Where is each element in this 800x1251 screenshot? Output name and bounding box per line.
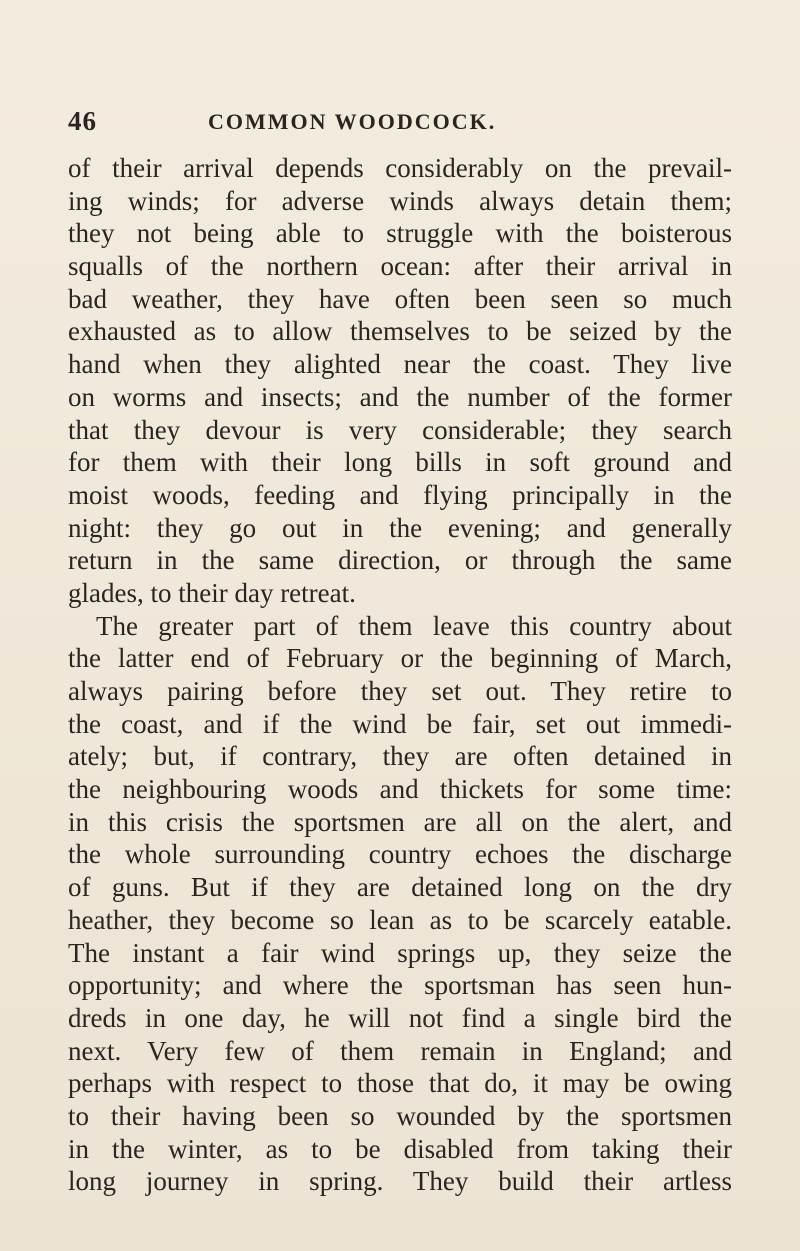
text-line: the neighbouring woods and thickets for some time: — [68, 774, 732, 805]
text-line: squalls of the northern ocean: after their arrival in — [68, 251, 732, 282]
text-line: opportunity; and where the sportsman has seen hun- — [68, 970, 732, 1001]
text-line: in the winter, as to be disabled from taking their — [68, 1133, 732, 1164]
text-line: long journey in spring. They build their artless — [68, 1166, 732, 1197]
text-line: always pairing before they set out. They retire to — [68, 676, 732, 706]
text-line: that they devour is very considerable; they search — [68, 414, 732, 445]
body-text — [68, 152, 732, 1198]
text-line: on worms and insects; and the number of the former — [68, 381, 732, 412]
text-line: of guns. But if they are detained long on the dry — [68, 872, 732, 903]
text-line: the latter end of February or the beginning of March, — [68, 643, 732, 674]
text-line: to their having been so wounded by the sportsmen — [68, 1100, 732, 1131]
text-line: return in the same direction, or through the same — [68, 545, 732, 576]
text-line: of their arrival depends considerably on the prevail- — [68, 153, 732, 183]
text-line: moist woods, feeding and flying principally in the — [68, 479, 732, 510]
running-title: COMMON WOODCOCK. — [208, 109, 497, 134]
text-line: they not being able to struggle with the boisterous — [68, 218, 732, 249]
text-line: next. Very few of them remain in England; and — [68, 1035, 732, 1066]
text-line: bad weather, they have often been seen so much — [68, 283, 732, 314]
text-line: glades, to their day retreat. — [68, 577, 356, 608]
page-number: 46 — [68, 106, 97, 136]
text-line: exhausted as to allow themselves to be seized by the — [68, 316, 732, 347]
text-line: ately; but, if contrary, they are often detained in — [68, 741, 732, 772]
text-line: ing winds; for adverse winds always detain them; — [68, 185, 732, 216]
running-head — [68, 106, 732, 136]
text-line: The greater part of them leave this country about — [96, 610, 732, 641]
text-line: hand when they alighted near the coast. They live — [68, 349, 732, 380]
text-line: the coast, and if the wind be fair, set out immedi- — [68, 708, 732, 739]
text-line: in this crisis the sportsmen are all on the alert, and — [68, 806, 732, 837]
text-line: perhaps with respect to those that do, it may be owing — [68, 1068, 732, 1099]
text-line: the whole surrounding country echoes the discharge — [68, 839, 732, 870]
text-line: night: they go out in the evening; and generally — [68, 512, 732, 543]
text-line: dreds in one day, he will not find a single bird the — [68, 1002, 732, 1033]
text-line: for them with their long bills in soft ground and — [68, 447, 732, 478]
text-line: heather, they become so lean as to be scarcely eatable. — [68, 904, 732, 935]
text-line: The instant a fair wind springs up, they seize the — [68, 937, 732, 968]
